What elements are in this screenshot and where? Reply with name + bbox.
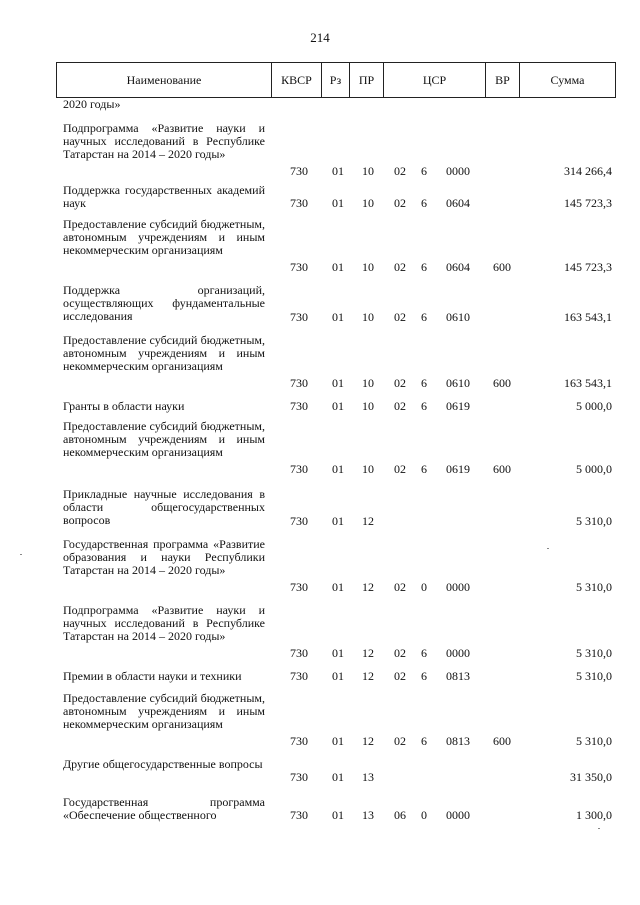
row-csr2: 6 (421, 399, 427, 413)
column-header-sum: Сумма (550, 73, 585, 87)
column-header-vr: ВР (486, 63, 520, 97)
row-name: Премии в области науки и техники (63, 669, 242, 683)
row-csr2: 6 (421, 310, 427, 324)
row-vr: 600 (493, 462, 511, 476)
row-kvsr: 730 (290, 514, 308, 528)
row-name: Другие общегосударственные вопросы (63, 757, 263, 771)
row-kvsr: 730 (290, 580, 308, 594)
table-row (0, 334, 640, 390)
table-row (0, 420, 640, 476)
row-csr3: 0610 (446, 310, 470, 324)
row-kvsr: 730 (290, 310, 308, 324)
row-pr: 10 (362, 376, 374, 390)
row-csr1: 02 (394, 376, 406, 390)
scan-speck (598, 828, 600, 829)
row-csr1: 02 (394, 462, 406, 476)
row-rz: 01 (332, 734, 344, 748)
row-name: Предоставление субсидий бюджетным, автономным учреждениям и иным некоммерческим организациям (63, 217, 265, 257)
row-sum: 314 266,4 (564, 164, 612, 178)
row-pr: 12 (362, 646, 374, 660)
row-csr2: 6 (421, 260, 427, 274)
row-rz: 01 (332, 310, 344, 324)
row-rz: 01 (332, 462, 344, 476)
row-csr2: 0 (421, 808, 427, 822)
row-name: Подпрограмма «Развитие науки и научных исследований в Республике Татарстан на 2014 – 2020 годы» (63, 603, 265, 643)
row-rz: 01 (332, 514, 344, 528)
row-csr3: 0610 (446, 376, 470, 390)
row-pr: 12 (362, 669, 374, 683)
row-name: Поддержка организаций, осуществляющих фундаментальные исследования (63, 283, 265, 323)
row-rz: 01 (332, 580, 344, 594)
table-row (0, 796, 640, 822)
row-sum: 1 300,0 (576, 808, 612, 822)
row-kvsr: 730 (290, 376, 308, 390)
row-csr2: 6 (421, 669, 427, 683)
column-header-csr: ЦСР (384, 63, 486, 97)
row-kvsr: 730 (290, 164, 308, 178)
row-rz: 01 (332, 376, 344, 390)
row-kvsr: 730 (290, 399, 308, 413)
row-rz: 01 (332, 669, 344, 683)
row-pr: 13 (362, 808, 374, 822)
row-csr1: 02 (394, 260, 406, 274)
row-csr2: 0 (421, 580, 427, 594)
row-csr2: 6 (421, 462, 427, 476)
row-rz: 01 (332, 260, 344, 274)
row-pr: 10 (362, 399, 374, 413)
row-csr2: 6 (421, 196, 427, 210)
row-kvsr: 730 (290, 770, 308, 784)
row-kvsr: 730 (290, 734, 308, 748)
row-kvsr: 730 (290, 260, 308, 274)
row-csr3: 0813 (446, 734, 470, 748)
row-name: 2020 годы» (63, 97, 121, 111)
table-row (0, 538, 640, 594)
table-row (0, 122, 640, 178)
row-pr: 12 (362, 514, 374, 528)
row-vr: 600 (493, 734, 511, 748)
row-name: Прикладные научные исследования в области общегосударственных вопросов (63, 487, 265, 527)
row-sum: 163 543,1 (564, 376, 612, 390)
row-csr2: 6 (421, 646, 427, 660)
row-name: Предоставление субсидий бюджетным, автономным учреждениям и иным некоммерческим организациям (63, 333, 265, 373)
row-csr3: 0000 (446, 808, 470, 822)
row-sum: 5 310,0 (576, 514, 612, 528)
table-row (0, 184, 640, 210)
row-csr2: 6 (421, 376, 427, 390)
column-header-rz: Рз (322, 63, 350, 97)
row-sum: 5 310,0 (576, 580, 612, 594)
row-csr3: 0619 (446, 399, 470, 413)
row-sum: 163 543,1 (564, 310, 612, 324)
table-row (0, 284, 640, 324)
row-rz: 01 (332, 770, 344, 784)
row-name: Государственная программа «Обеспечение общественного (63, 795, 265, 822)
column-header-kvsr: КВСР (272, 63, 322, 97)
row-kvsr: 730 (290, 808, 308, 822)
row-csr3: 0000 (446, 164, 470, 178)
table-row (0, 692, 640, 748)
row-sum: 5 310,0 (576, 669, 612, 683)
row-pr: 10 (362, 462, 374, 476)
row-rz: 01 (332, 196, 344, 210)
row-sum: 5 310,0 (576, 734, 612, 748)
row-name: Подпрограмма «Развитие науки и научных исследований в Республике Татарстан на 2014 – 2020 годы» (63, 121, 265, 161)
row-pr: 10 (362, 164, 374, 178)
row-pr: 10 (362, 310, 374, 324)
row-pr: 10 (362, 196, 374, 210)
row-csr1: 02 (394, 669, 406, 683)
row-csr3: 0813 (446, 669, 470, 683)
row-rz: 01 (332, 646, 344, 660)
row-kvsr: 730 (290, 646, 308, 660)
row-rz: 01 (332, 808, 344, 822)
row-csr3: 0604 (446, 260, 470, 274)
row-csr1: 02 (394, 399, 406, 413)
row-name: Государственная программа «Развитие образования и науки Республики Татарстан на 2014 – 2020 годы» (63, 537, 265, 577)
row-rz: 01 (332, 399, 344, 413)
scan-speck (547, 548, 549, 549)
row-kvsr: 730 (290, 462, 308, 476)
scan-speck (20, 554, 22, 555)
table-row (0, 98, 640, 111)
row-csr1: 02 (394, 646, 406, 660)
row-csr1: 02 (394, 580, 406, 594)
row-csr3: 0000 (446, 580, 470, 594)
row-pr: 12 (362, 734, 374, 748)
table-header (56, 62, 616, 98)
row-name: Предоставление субсидий бюджетным, автономным учреждениям и иным некоммерческим организациям (63, 691, 265, 731)
row-kvsr: 730 (290, 669, 308, 683)
page-number: 214 (310, 30, 330, 45)
row-pr: 10 (362, 260, 374, 274)
table-row (0, 400, 640, 413)
row-sum: 5 310,0 (576, 646, 612, 660)
row-csr1: 02 (394, 164, 406, 178)
row-pr: 12 (362, 580, 374, 594)
row-rz: 01 (332, 164, 344, 178)
table-row (0, 218, 640, 274)
row-kvsr: 730 (290, 196, 308, 210)
column-header-pr: ПР (350, 63, 384, 97)
row-csr1: 06 (394, 808, 406, 822)
table-row (0, 488, 640, 528)
row-vr: 600 (493, 376, 511, 390)
row-csr3: 0000 (446, 646, 470, 660)
row-csr2: 6 (421, 734, 427, 748)
row-csr3: 0604 (446, 196, 470, 210)
table-row (0, 758, 640, 784)
row-sum: 5 000,0 (576, 399, 612, 413)
row-csr2: 6 (421, 164, 427, 178)
row-csr1: 02 (394, 734, 406, 748)
row-name: Предоставление субсидий бюджетным, автономным учреждениям и иным некоммерческим организациям (63, 419, 265, 459)
row-sum: 145 723,3 (564, 260, 612, 274)
row-name: Поддержка государственных академий наук (63, 183, 265, 210)
row-csr1: 02 (394, 310, 406, 324)
row-sum: 145 723,3 (564, 196, 612, 210)
row-name: Гранты в области науки (63, 399, 185, 413)
table-row (0, 604, 640, 660)
row-pr: 13 (362, 770, 374, 784)
row-vr: 600 (493, 260, 511, 274)
row-sum: 5 000,0 (576, 462, 612, 476)
row-sum: 31 350,0 (570, 770, 612, 784)
row-csr3: 0619 (446, 462, 470, 476)
table-row (0, 670, 640, 683)
row-csr1: 02 (394, 196, 406, 210)
column-header-name: Наименование (57, 63, 272, 97)
